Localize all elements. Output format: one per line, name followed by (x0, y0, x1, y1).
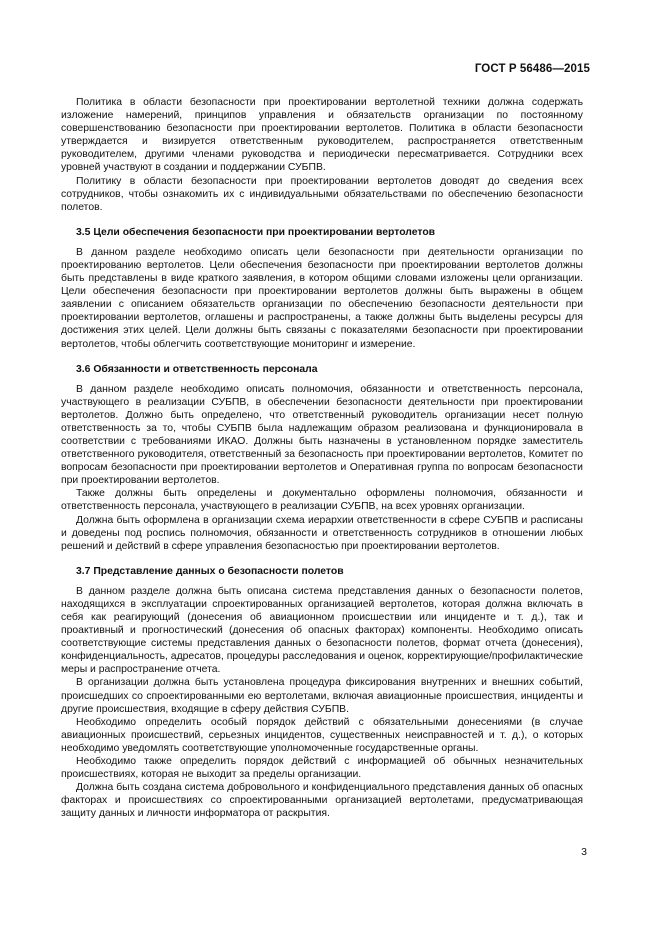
paragraph: Необходимо определить особый порядок действий с обязательными донесениями (в случае авиационных происшествий, серьезных инцидентов, существенных неисправностей и т. д.), о которых необходимо уведомлять соответствующие уполномоченные государственные органы. (61, 716, 583, 754)
paragraph: В данном разделе должна быть описана система представления данных о безопасности полетов, находящихся в эксплуатации спроектированных организацией вертолетов, которая должна включать в себя как реагирующий (донесения об авиационном происшествии или инциденте и т. д.), так и проактивный и прогностический (донесения об опасных факторах) компоненты. Необходимо описать соответствующие системы представления данных о безопасности полетов, формат отчета (донесения), конфиденциальность, адресатов, процедуры расследования и оценок, корректирующие/профилактические меры и распространение отчета. (61, 585, 583, 676)
paragraph: Также должны быть определены и документально оформлены полномочия, обязанности и ответственность персонала, участвующего в реализации СУБПВ, на всех уровнях организации. (61, 488, 583, 513)
paragraph: Должна быть оформлена в организации схема иерархии ответственности в сфере СУБПВ и расписаны и доведены под роспись полномочия, обязанности и ответственность сотрудников в отношении любых решений и действий в сфере управления безопасностью при проектировании вертолетов. (61, 514, 583, 552)
paragraph: В организации должна быть установлена процедура фиксирования внутренних и внешних событий, происшедших со спроектированными ею вертолетами, включая авиационные происшествия, инциденты и другие происшествия, входящие в сферу действия СУБПВ. (61, 677, 583, 715)
paragraph: В данном разделе необходимо описать полномочия, обязанности и ответственность персонала, участвующего в реализации СУБПВ, в обеспечении безопасности деятельности при проектировании вертолетов. Должно быть определено, что ответственный руководитель организации несет полную ответственность за то, чтобы СУБПВ была надлежащим образом реализована и функционировала в соответствии с требованиями ИКАО. Должны быть назначены в установленном порядке заместитель ответственного руководителя, ответственный за безопасность при проектировании вертолетов, Комитет по вопросам безопасности при проектировании вертолетов и Оперативная группа по вопросам безопасности при проектировании вертолетов. (61, 383, 583, 487)
section-heading-3-7: 3.7 Представление данных о безопасности полетов (76, 565, 344, 577)
document-id-header: ГОСТ Р 56486—2015 (474, 63, 590, 75)
section-heading-3-6: 3.6 Обязанности и ответственность персонала (76, 363, 318, 375)
paragraph: Должна быть создана система добровольного и конфиденциального представления данных об опасных факторах и происшествиях со спроектированными организацией вертолетами, предусматривающая защиту данных и личности информатора от раскрытия. (61, 782, 583, 820)
paragraph: Политика в области безопасности при проектировании вертолетной техники должна содержать изложение намерений, принципов управления и обязательств организации по постоянному совершенствованию безопасности при проектировании вертолетов. Политика в области безопасности утверждается и визируется ответственным руководителем, распространяется ответственным руководителем, другими членами руководства и периодически пересматривается. Сотрудники всех уровней участвуют в создании и поддержании СУБПВ. (61, 97, 583, 174)
document-body (61, 96, 583, 821)
paragraph: В данном разделе необходимо описать цели безопасности при деятельности организации по проектированию вертолетов. Цели обеспечения безопасности при проектировании вертолетов должны быть представлены в виде краткого заявления, в котором общими словами изложены цели организации. Цели обеспечения безопасности при проектировании вертолетов должны быть выражены в общем заявлении с описанием обязательств организации по обеспечению безопасности деятельности при проектировании вертолетов, оглашены и распространены, а также должны быть выделены ресурсы для достижения этих целей. Цели должны быть связаны с показателями безопасности при проектировании вертолетов, чтобы облегчить соответствующие мониторинг и измерение. (61, 246, 583, 350)
paragraph: Необходимо также определить порядок действий с информацией об обычных незначительных происшествиях, которая не выходит за пределы организации. (61, 756, 583, 781)
page-number: 3 (581, 846, 587, 858)
section-heading-3-5: 3.5 Цели обеспечения безопасности при проектировании вертолетов (76, 226, 436, 238)
paragraph: Политику в области безопасности при проектировании вертолетов доводят до сведения всех сотрудников, чтобы ознакомить их с индивидуальными обязательствами по обеспечению безопасности полетов. (61, 175, 583, 213)
